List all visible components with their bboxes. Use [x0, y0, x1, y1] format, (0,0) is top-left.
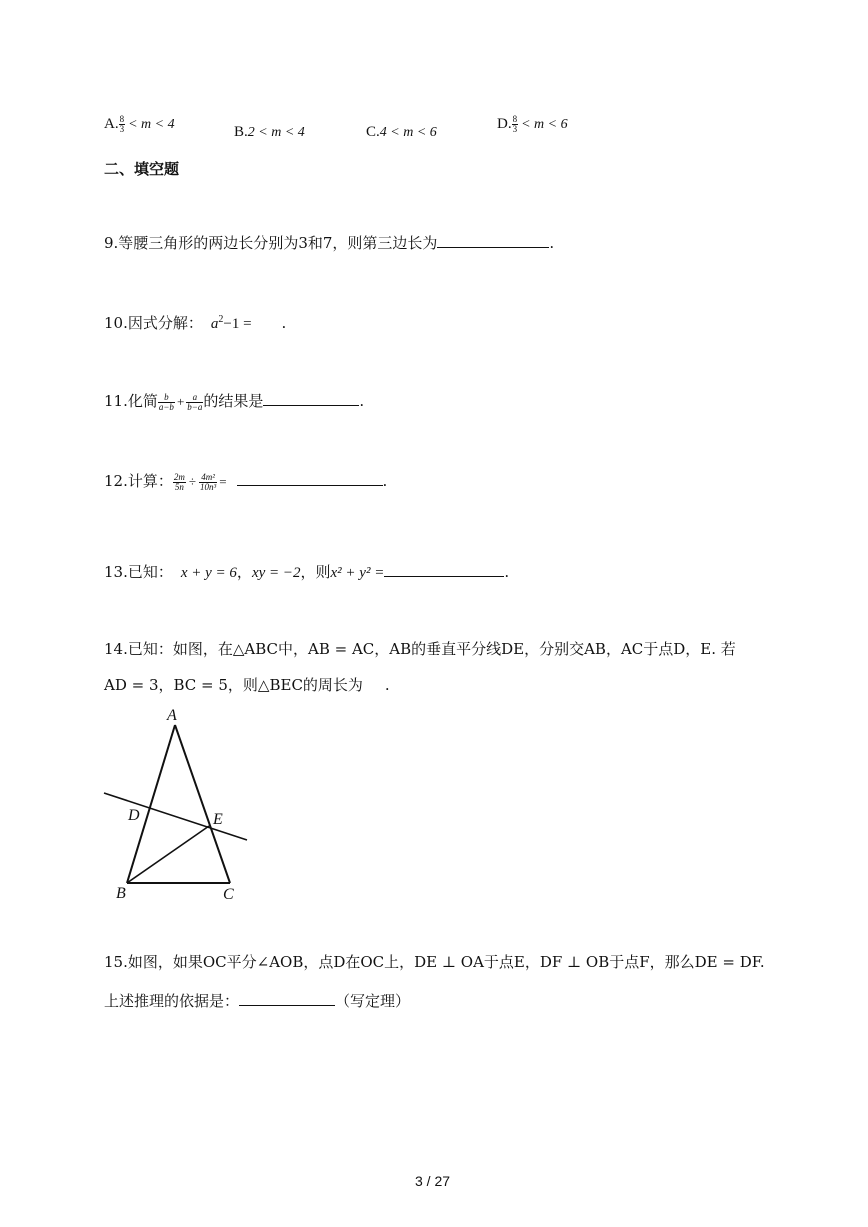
question-14-line-2 — [104, 674, 390, 695]
side-ac — [175, 725, 230, 883]
question-11-end: . — [359, 392, 365, 410]
question-14-line-1: 14.已知：如图，在△ABC中，AB = AC，AB的垂直平分线DE，分别交AB，AC于点D，E. 若 — [104, 640, 736, 658]
option-c-label: C. — [366, 124, 380, 140]
question-13-eq2: xy = −2 — [251, 565, 301, 581]
option-d-label: D. — [497, 116, 512, 132]
question-10-end: . — [281, 314, 287, 332]
option-d-fraction: $\frac{8}{3}$ — [512, 113, 518, 134]
question-10-var: a — [210, 316, 219, 332]
question-11-suffix: 的结果是 — [203, 392, 264, 410]
question-10-prefix: 10.因式分解： — [104, 314, 203, 332]
side-ab — [127, 725, 175, 883]
question-14-end: . — [384, 676, 390, 694]
option-c-expr: 4 < m < 6 — [379, 125, 437, 140]
label-e: E — [213, 811, 223, 828]
question-15-prefix: 上述推理的依据是： — [104, 992, 240, 1010]
question-9-end: . — [549, 234, 555, 252]
answer-blank — [237, 485, 383, 486]
option-a-label: A. — [104, 116, 119, 132]
question-15-suffix: （写定理） — [335, 992, 411, 1010]
option-b-expr: 2 < m < 4 — [247, 125, 305, 140]
answer-blank — [384, 576, 504, 577]
question-13-eq3: x² + y² = — [330, 565, 385, 581]
question-10-exponent: 2 — [218, 314, 224, 325]
question-10 — [104, 312, 286, 333]
question-12-divide: ÷ — [188, 474, 196, 489]
question-13-prefix: 13.已知： — [104, 563, 173, 581]
question-10-expr: −1 = — [223, 316, 252, 332]
question-11-prefix: 11.化简 — [104, 392, 158, 410]
segment-be — [127, 826, 209, 883]
label-d: D — [128, 807, 140, 824]
question-13-sep: ， — [236, 563, 252, 581]
question-15-line-1: 15.如图，如果OC平分∠AOB，点D在OC上，DE ⊥ OA于点E，DF ⊥ OB于点F，那么DE = DF. — [104, 953, 765, 971]
answer-blank — [437, 247, 549, 248]
question-11-plus: + — [176, 394, 185, 409]
question-15-line-2 — [104, 990, 410, 1011]
triangle-figure — [100, 700, 260, 910]
question-13-end: . — [504, 563, 510, 581]
option-d-expr: < m < 6 — [521, 117, 568, 132]
question-11-fraction-2: $\frac{a}{b-a}$ — [187, 391, 203, 412]
question-12-equals: = — [219, 474, 227, 489]
option-a — [104, 114, 175, 134]
section-heading: 二、填空题 — [104, 160, 180, 178]
question-11 — [104, 390, 364, 412]
option-b-label: B. — [234, 124, 248, 140]
label-a: A — [167, 707, 177, 724]
label-c: C — [223, 886, 234, 903]
question-12-prefix: 12.计算： — [104, 472, 173, 490]
question-9 — [104, 232, 554, 253]
page-number: 3 / 27 — [415, 1173, 451, 1189]
question-9-text: 9.等腰三角形的两边长分别为3和7，则第三边长为 — [104, 234, 438, 252]
question-13 — [104, 561, 509, 582]
answer-blank — [239, 1005, 335, 1006]
question-13-eq1: x + y = 6 — [180, 565, 237, 581]
question-12 — [104, 470, 387, 492]
perpendicular-bisector-de — [104, 793, 247, 840]
question-13-mid: ，则 — [300, 563, 331, 581]
option-a-fraction: $\frac{8}{3}$ — [119, 113, 125, 134]
question-12-fraction-1: $\frac{2m}{5n}$ — [173, 471, 185, 492]
option-b — [234, 122, 305, 141]
question-11-fraction-1: $\frac{b}{a-b}$ — [158, 391, 174, 412]
option-c — [366, 122, 437, 141]
question-12-fraction-2: $\frac{\text{4m²}}{\text{10n³}}$ — [200, 471, 217, 492]
question-12-end: . — [382, 472, 388, 490]
option-a-expr: < m < 4 — [128, 117, 175, 132]
label-b: B — [116, 885, 126, 902]
answer-blank — [263, 405, 359, 406]
question-14-line-2-text: AD = 3，BC = 5，则△BEC的周长为 — [104, 676, 363, 694]
option-d — [497, 114, 568, 134]
